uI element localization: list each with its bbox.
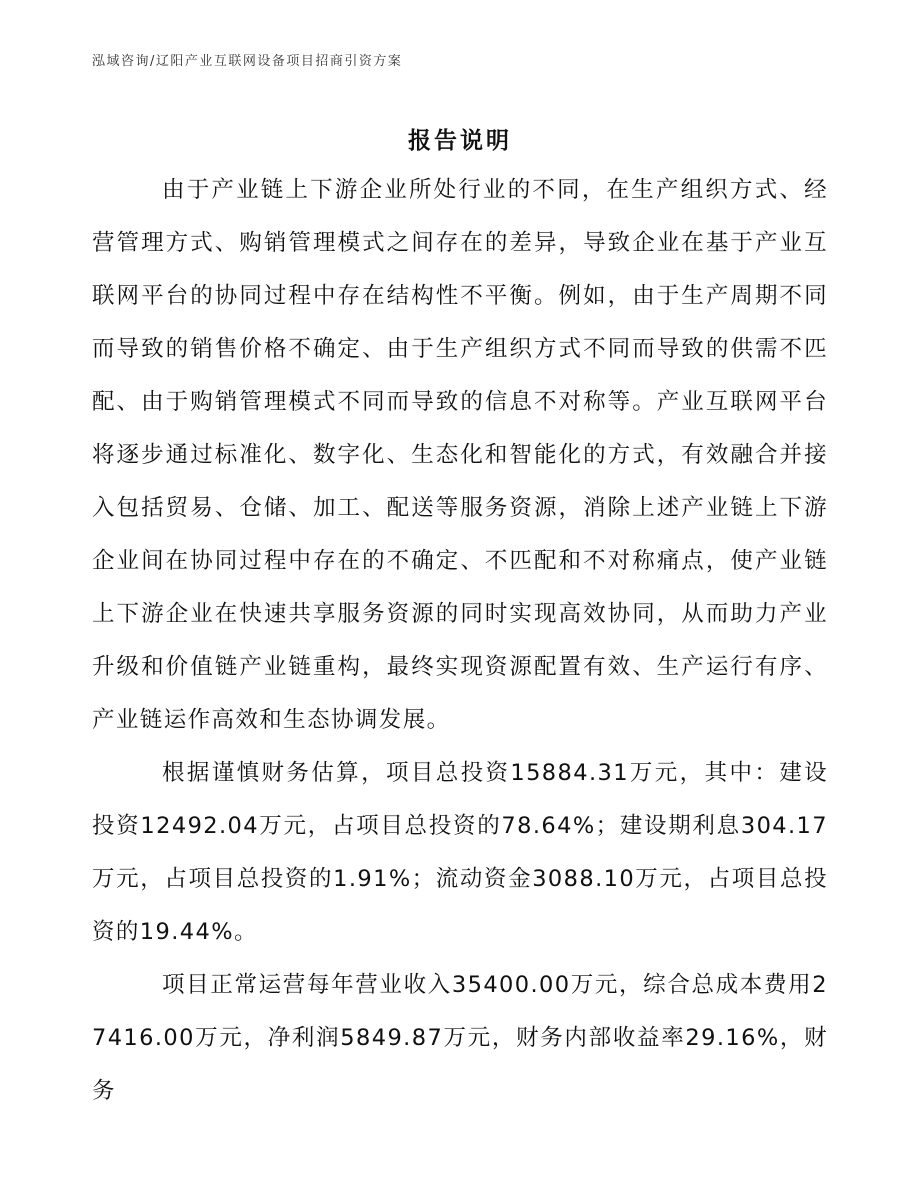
paragraph-operating-returns: 项目正常运营每年营业收入35400.00万元，综合总成本费用27416.00万元，净利润5849.87万元，财务内部收益率29.16%，财务 — [92, 972, 828, 1104]
paragraph-industry-background: 由于产业链上下游企业所处行业的不同，在生产组织方式、经营管理方式、购销管理模式之间存在的差异，导致企业在基于产业互联网平台的协同过程中存在结构性不平衡。例如，由于生产周期不同而导致的销售价格不确定、由于生产组织方式不同而导致的供需不匹配、由于购销管理模式不同而导致的信息不对称等。产业互联网平台将逐步通过标准化、数字化、生态化和智能化的方式，有效融合并接入包括贸易、仓储、加工、配送等服务资源，消除上述产业链上下游企业间在协同过程中存在的不确定、不匹配和不对称痛点，使产业链上下游企业在快速共享服务资源的同时实现高效协同，从而助力产业升级和价值链产业链重构，最终实现资源配置有效、生产运行有序、产业链运作高效和生态协调发展。 — [92, 177, 828, 733]
paragraph-investment-estimate: 根据谨慎财务估算，项目总投资15884.31万元，其中：建设投资12492.04万元，占项目总投资的78.64%；建设期利息304.17万元，占项目总投资的1.91%；流动资金3088.10万元，占项目总投资的19.44%。 — [92, 760, 828, 945]
document-body — [92, 164, 828, 1118]
page-title: 报告说明 — [408, 128, 512, 154]
running-header: 泓域咨询/辽阳产业互联网设备项目招商引资方案 — [92, 54, 403, 69]
